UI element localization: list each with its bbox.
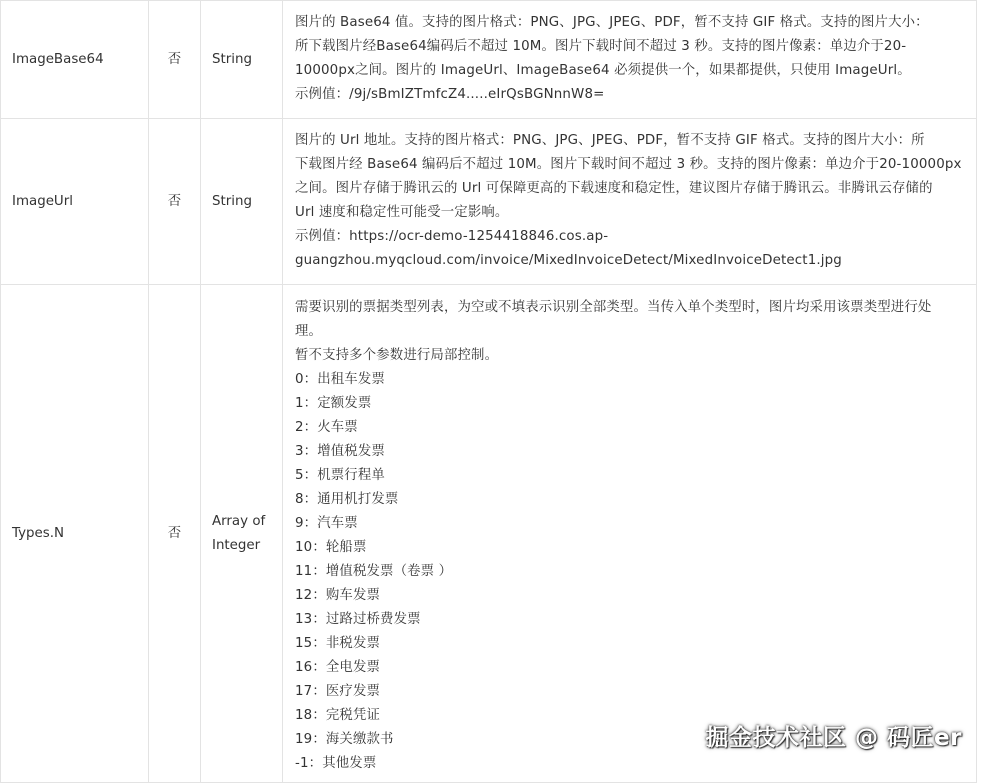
type-list-item: 13：过路过桥费发票 [295, 612, 421, 627]
description-line: 理。 [295, 324, 323, 339]
param-description-cell [283, 285, 977, 783]
type-list-item: 5：机票行程单 [295, 468, 385, 483]
type-list-item: 1：定额发票 [295, 396, 372, 411]
type-list-item: 12：购车发票 [295, 588, 381, 603]
type-list-item: 10：轮船票 [295, 540, 367, 555]
description-line: 暂不支持多个参数进行局部控制。 [295, 348, 499, 363]
param-required-cell: 否 [149, 119, 201, 285]
type-list-item: 2：火车票 [295, 420, 358, 435]
param-required-cell: 否 [149, 285, 201, 783]
param-type-cell: String [201, 119, 283, 285]
param-name-cell: Types.N [1, 285, 149, 783]
table-row-imageurl [1, 119, 977, 285]
param-description-cell [283, 1, 977, 119]
type-list-item: 3：增值税发票 [295, 444, 385, 459]
description-line: 示例值：/9j/sBmIZTmfcZ4.....eIrQsBGNnnW8= [295, 87, 605, 102]
table-row-types [1, 285, 977, 783]
type-list-item: 0：出租车发票 [295, 372, 385, 387]
type-list-item: 15：非税发票 [295, 636, 381, 651]
param-name-cell: ImageUrl [1, 119, 149, 285]
description-line: 之间。图片存储于腾讯云的 Url 可保障更高的下载速度和稳定性，建议图片存储于腾讯云。非腾讯云存储的 [295, 181, 933, 196]
type-list-item: -1：其他发票 [295, 756, 377, 771]
param-type-cell: String [201, 1, 283, 119]
description-line: Url 速度和稳定性可能受一定影响。 [295, 205, 509, 220]
description-line: 示例值：https://ocr-demo-1254418846.cos.ap- [295, 229, 609, 244]
type-list-item: 16：全电发票 [295, 660, 381, 675]
description-line: 所下载图片经Base64编码后不超过 10M。图片下载时间不超过 3 秒。支持的图片像素：单边介于20- [295, 39, 907, 54]
table-row-imagebase64 [1, 1, 977, 119]
description-line: 需要识别的票据类型列表，为空或不填表示识别全部类型。当传入单个类型时，图片均采用该票类型进行处 [295, 300, 932, 315]
watermark: 掘金技术社区 @ 码匠er [705, 725, 962, 751]
param-name-cell: ImageBase64 [1, 1, 149, 119]
type-list-item: 11：增值税发票（卷票 ） [295, 564, 453, 579]
param-required-cell: 否 [149, 1, 201, 119]
description-line: 图片的 Base64 值。支持的图片格式：PNG、JPG、JPEG、PDF，暂不支持 GIF 格式。支持的图片大小： [295, 15, 929, 30]
param-description-cell [283, 119, 977, 285]
param-type-cell: Array of Integer [201, 285, 283, 783]
type-list-item: 17：医疗发票 [295, 684, 381, 699]
description-line: guangzhou.myqcloud.com/invoice/MixedInvoiceDetect/MixedInvoiceDetect1.jpg [295, 253, 842, 268]
description-line: 图片的 Url 地址。支持的图片格式：PNG、JPG、JPEG、PDF，暂不支持 GIF 格式。支持的图片大小：所 [295, 133, 925, 148]
type-list-item: 18：完税凭证 [295, 708, 381, 723]
type-list-item: 8：通用机打发票 [295, 492, 399, 507]
type-list-item: 9：汽车票 [295, 516, 358, 531]
description-line: 10000px之间。图片的 ImageUrl、ImageBase64 必须提供一个，如果都提供，只使用 ImageUrl。 [295, 63, 911, 78]
type-list-item: 19：海关缴款书 [295, 732, 394, 747]
description-line: 下载图片经 Base64 编码后不超过 10M。图片下载时间不超过 3 秒。支持的图片像素：单边介于20-10000px [295, 157, 962, 172]
